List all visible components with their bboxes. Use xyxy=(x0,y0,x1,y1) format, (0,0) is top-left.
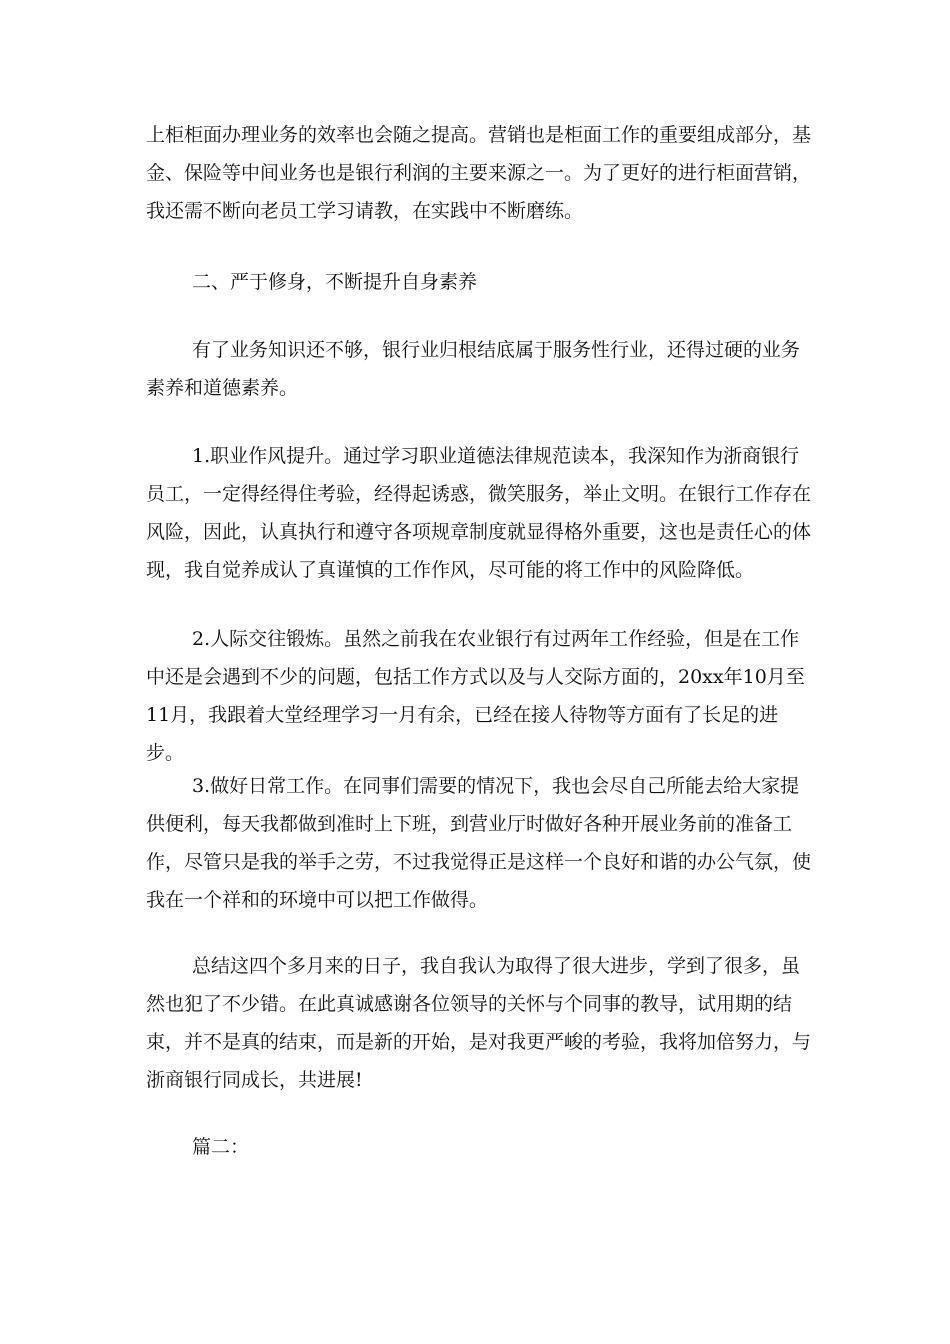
section-heading-self-cultivation: 二、严于修身，不断提升自身素养 xyxy=(192,271,478,293)
paragraph-summary: 总结这四个多月来的日子，我自我认为取得了很大进步，学到了很多，虽然也犯了不少错。在此真诚感谢各位领导的关怀与个同事的教导，试用期的结束，并不是真的结束，而是新的开始，是对我更严峻的考验，我将加倍努力，与浙商银行同成长，共进展! xyxy=(146,955,812,1091)
paragraph-item-1-professional-style: 1.职业作风提升。通过学习职业道德法律规范读本，我深知作为浙商银行员工，一定得经得住考验，经得起诱惑，微笑服务，举止文明。在银行工作存在风险，因此，认真执行和遵守各项规章制度就显得格外重要，这也是责任心的体现，我自觉养成认了真谨慎的工作作风，尽可能的将工作中的风险降低。 xyxy=(146,445,812,581)
paragraph-item-2-interpersonal: 2.人际交往锻炼。虽然之前我在农业银行有过两年工作经验，但是在工作中还是会遇到不少的问题，包括工作方式以及与人交际方面的，20xx年10月至11月，我跟着大堂经理学习一月有余，已经在接人待物等方面有了长足的进步。 xyxy=(146,628,805,764)
paragraph-counter-marketing: 上柜柜面办理业务的效率也会随之提高。营销也是柜面工作的重要组成部分，基金、保险等中间业务也是银行利润的主要来源之一。为了更好的进行柜面营销，我还需不断向老员工学习请教，在实践中不断磨练。 xyxy=(146,124,812,222)
paragraph-item-3-daily-work: 3.做好日常工作。在同事们需要的情况下，我也会尽自己所能去给大家提供便利，每天我都做到准时上下班，到营业厅时做好各种开展业务前的准备工作，尽管只是我的举手之劳，不过我觉得正是这样一个良好和谐的办公气氛，使我在一个祥和的环境中可以把工作做得。 xyxy=(146,775,812,911)
part-two-heading: 篇二： xyxy=(192,1136,250,1158)
paragraph-service-quality: 有了业务知识还不够，银行业归根结底属于服务性行业，还得过硬的业务素养和道德素养。 xyxy=(146,339,801,399)
